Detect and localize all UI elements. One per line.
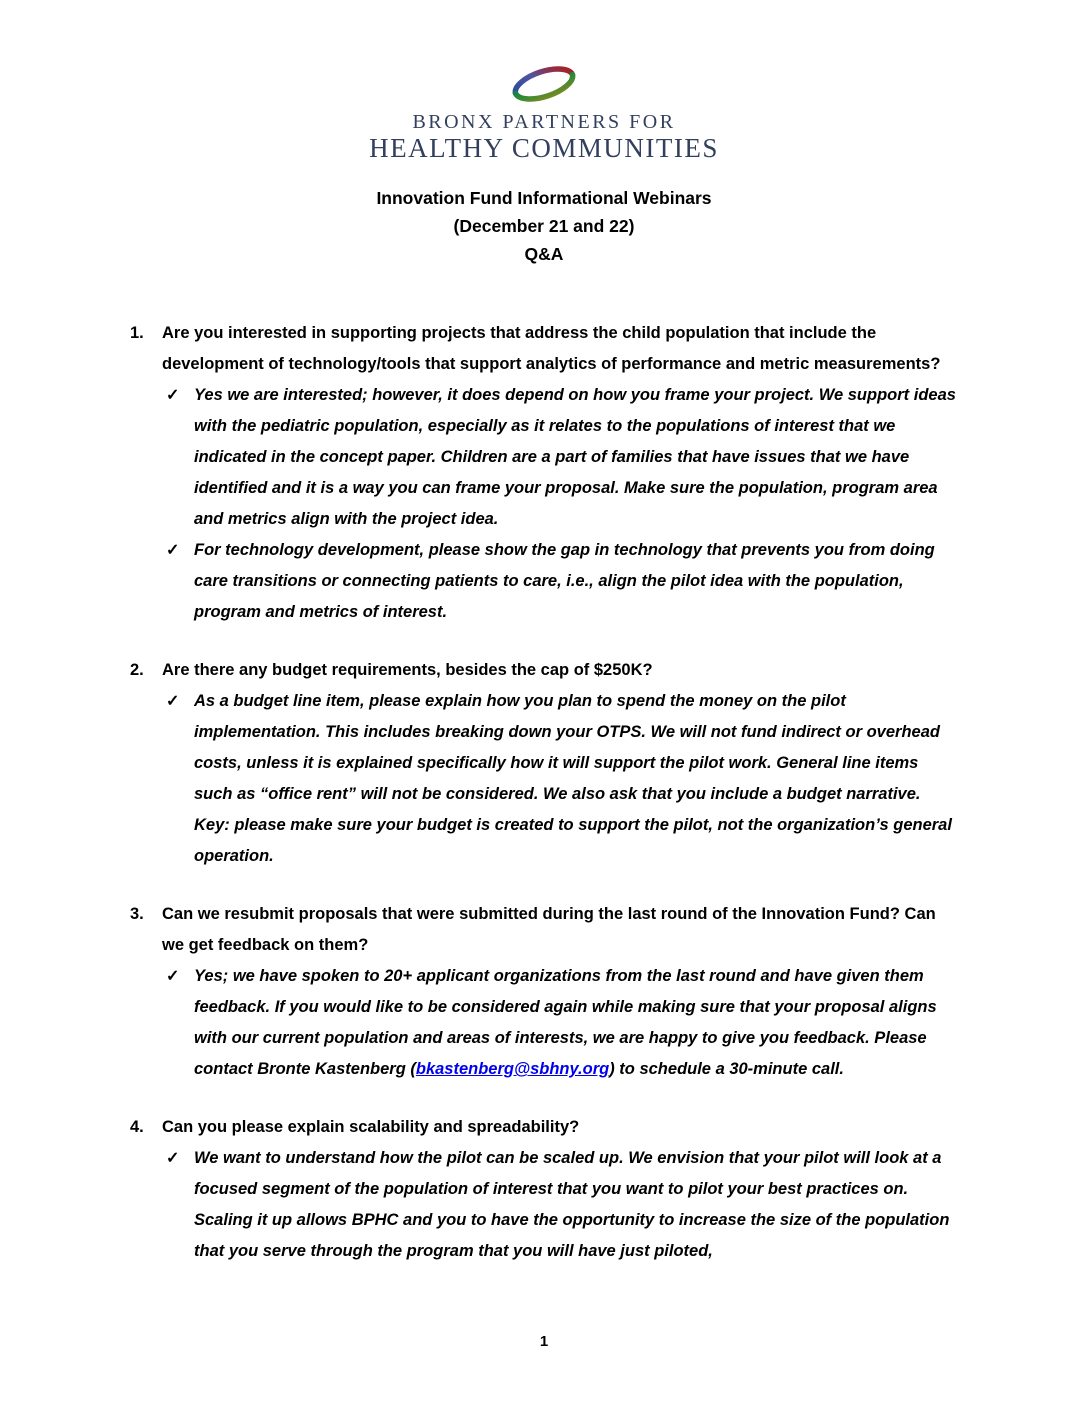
question-text: Are you interested in supporting projects that address the child population that include the development of technology/tools that support analytics of performance and metric measurements? [162,324,941,373]
letterhead [130,58,958,163]
page-number: 1 [539,1333,549,1350]
qa-item-1 [130,318,958,628]
bphc-swirl-logo-icon [503,58,585,108]
question-number: 3. [130,905,144,923]
question-3 [130,899,958,961]
question-4 [130,1112,958,1143]
answer-text-pre: Yes; we have spoken to 20+ applicant organizations from the last round and have given them feedback. If you would like to be considered again while making sure that your proposal aligns with our current population and areas of interests, we are happy to give you feedback. Please contact Bronte Kastenberg ( [194,967,937,1078]
answer-text: As a budget line item, please explain how you plan to spend the money on the pilot implementation. This includes breaking down your OTPS. We will not fund indirect or overhead costs, unless it is explained specifically how it will support the pilot work. General line items such as “office rent” will not be considered. We also ask that you include a budget narrative. Key: please make sure your budget is created to support the pilot, not the organization’s general operation. [194,692,952,865]
answer-text: For technology development, please show the gap in technology that prevents you from doing care transitions or connecting patients to care, i.e., align the pilot idea with the population, program and metrics of interest. [194,541,935,621]
org-name-line2: HEALTHY COMMUNITIES [369,133,719,163]
title-line2: (December 21 and 22) [453,216,635,236]
answer-text: We want to understand how the pilot can be scaled up. We envision that your pilot will look at a focused segment of the population of interest that you want to pilot your best practices on. Scaling it up allows BPHC and you to have the opportunity to increase the size of the population that you serve through the program that you will have just piloted, [194,1149,950,1260]
document-title [130,184,958,268]
qa-item-4 [130,1112,958,1267]
checkmark-icon: ✓ [166,693,180,710]
qa-item-2 [130,655,958,872]
email-link[interactable]: bkastenberg@sbhny.org [415,1060,610,1078]
checkmark-icon: ✓ [166,387,180,404]
org-name-line1: BRONX PARTNERS FOR [412,111,676,133]
question-text: Can you please explain scalability and spreadability? [162,1118,580,1136]
title-line1: Innovation Fund Informational Webinars [376,188,712,208]
answer-item [166,1143,958,1267]
page-footer [0,1333,1088,1350]
question-2 [130,655,958,686]
answer-text [194,961,958,1085]
checkmark-icon: ✓ [166,1150,180,1167]
answer-item [166,380,958,535]
question-number: 2. [130,661,144,679]
question-1 [130,318,958,380]
question-number: 1. [130,324,144,342]
checkmark-icon: ✓ [166,542,180,559]
question-text: Are there any budget requirements, besides the cap of $250K? [162,661,653,679]
answer-item [166,535,958,628]
question-text: Can we resubmit proposals that were submitted during the last round of the Innovation Fund? Can we get feedback on them? [162,905,936,954]
question-number: 4. [130,1118,144,1136]
answer-text: Yes we are interested; however, it does depend on how you frame your project. We support ideas with the pediatric population, especially as it relates to the populations of interest that we indicated in the concept paper. Children are a part of families that have issues that we have identified and it is a way you can frame your proposal. Make sure the population, program area and metrics align with the project idea. [194,386,956,528]
answer-item [166,961,958,1085]
answer-item [166,686,958,872]
qa-item-3 [130,899,958,1085]
title-line3: Q&A [524,244,564,264]
checkmark-icon: ✓ [166,968,180,985]
qa-body [130,318,958,1267]
answer-text-post: ) to schedule a 30-minute call. [609,1060,844,1078]
